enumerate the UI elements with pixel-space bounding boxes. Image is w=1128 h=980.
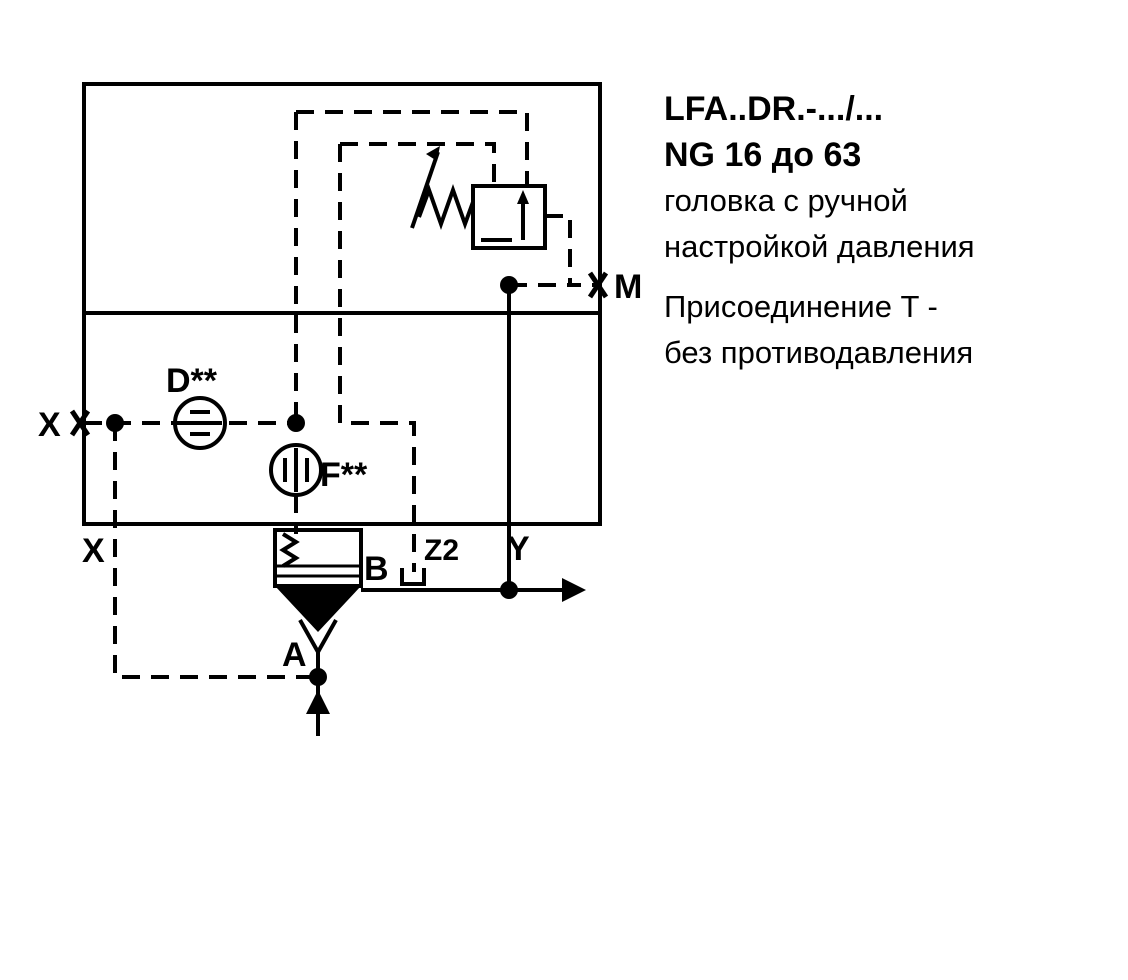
pilot-spring [419, 190, 473, 224]
legend-desc-line-4: без противодавления [664, 335, 974, 370]
z2-dashed-path [340, 144, 414, 572]
legend-text-block [664, 86, 1104, 376]
label-x-outer: X [38, 406, 61, 444]
label-x-lower: X [82, 532, 105, 570]
b-port-arrow-head [562, 578, 586, 602]
label-y: Y [507, 530, 530, 568]
label-z2: Z2 [424, 534, 460, 567]
legend-desc-line-3: Присоединение T - [664, 289, 938, 324]
pilot-valve-arrow-head [517, 190, 529, 204]
junction-dot-a [309, 668, 327, 686]
poppet-cone [275, 586, 361, 632]
manual-adjust-arrow-head [426, 146, 440, 161]
a-port-arrow-head [306, 690, 330, 714]
manual-adjust-arrow-shaft [412, 152, 438, 228]
main-poppet-spring [283, 534, 296, 566]
junction-dot-296 [287, 414, 305, 432]
label-b: B [364, 550, 389, 588]
legend-desc-line-2: настройкой давления [664, 229, 975, 264]
legend-title-line-1: LFA..DR.-.../... [664, 90, 884, 128]
legend-title-line-2: NG 16 до 63 [664, 136, 862, 174]
label-orifice-d: D** [166, 362, 218, 400]
label-orifice-f: F** [320, 456, 368, 494]
label-a: A [282, 636, 307, 674]
legend-desc-line-1: головка с ручной [664, 183, 908, 218]
legend-gap [664, 270, 1104, 284]
label-m: M [614, 268, 643, 306]
pilot-dashed-line-inner [340, 144, 494, 186]
